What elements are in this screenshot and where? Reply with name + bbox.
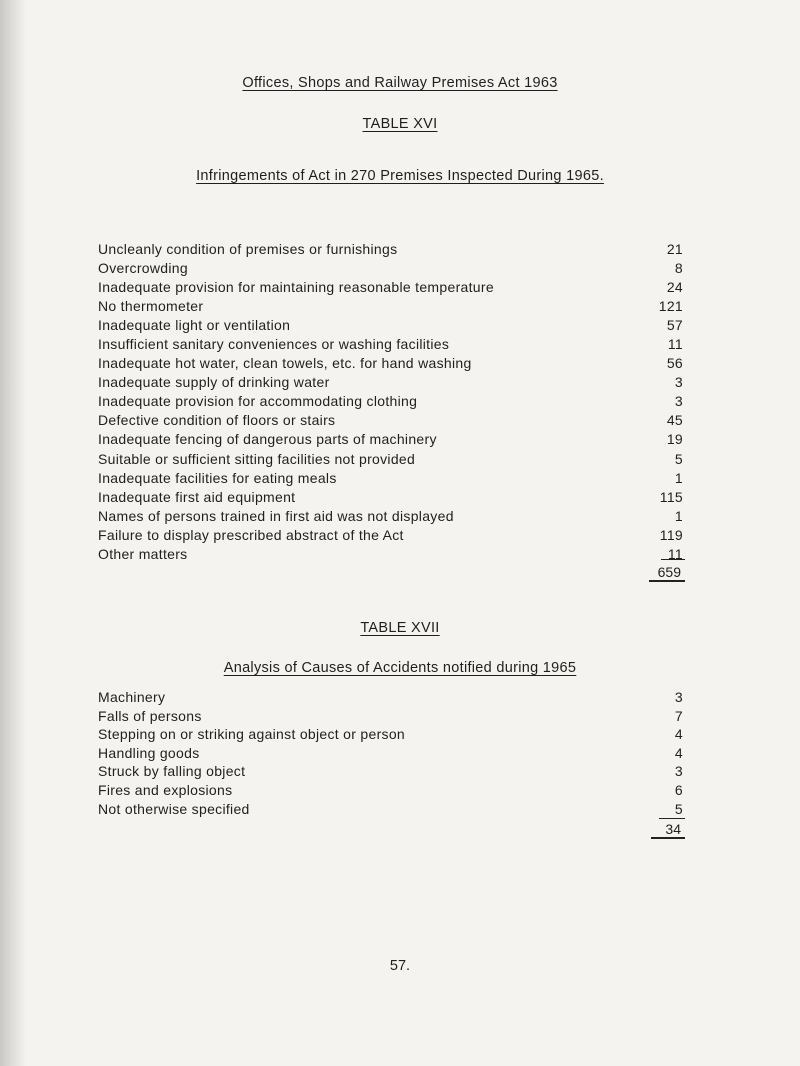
table-row	[98, 297, 683, 316]
table-row	[98, 688, 683, 707]
row-count: 121	[658, 298, 683, 315]
row-count: 1	[674, 507, 683, 524]
row-count: 8	[674, 260, 683, 277]
row-count: 24	[666, 279, 683, 296]
row-label: Machinery	[98, 689, 166, 705]
row-label: Uncleanly condition of premises or furnishings	[98, 241, 398, 257]
row-label: Names of persons trained in first aid was not displayed	[98, 507, 454, 524]
table-xvi	[98, 240, 683, 564]
row-count: 6	[674, 781, 683, 798]
table-row	[98, 469, 683, 488]
row-count: 5	[674, 450, 683, 467]
table-row	[98, 744, 683, 763]
row-count: 56	[666, 355, 683, 372]
table-row	[98, 725, 683, 744]
row-label: Not otherwise specified	[98, 800, 250, 817]
table-xvi-total	[645, 559, 685, 582]
table-row	[98, 707, 683, 726]
table-row	[98, 259, 683, 278]
row-count: 115	[659, 488, 683, 505]
table-row	[98, 800, 683, 819]
row-label: No thermometer	[98, 298, 204, 315]
table-xvii-label: TABLE XVII	[360, 620, 440, 636]
table-row	[98, 316, 683, 335]
row-count: 3	[674, 689, 683, 705]
total-rule	[661, 559, 685, 560]
row-label: Inadequate hot water, clean towels, etc. for hand washing	[98, 355, 472, 372]
table-row	[98, 545, 683, 564]
table-row	[98, 392, 683, 411]
row-count: 119	[659, 526, 683, 543]
table-xvi-label: TABLE XVI	[362, 116, 438, 132]
row-label: Inadequate first aid equipment	[98, 488, 296, 505]
table-row	[98, 411, 683, 430]
document-title: Offices, Shops and Railway Premises Act 1963	[242, 75, 558, 91]
table-row	[98, 335, 683, 354]
row-count: 21	[666, 241, 683, 257]
row-label: Stepping on or striking against object or person	[98, 726, 406, 743]
table-row	[98, 781, 683, 800]
row-count: 45	[666, 412, 683, 429]
table-row	[98, 430, 683, 449]
table-row	[98, 488, 683, 507]
row-count: 5	[674, 800, 683, 817]
row-label: Struck by falling object	[98, 763, 246, 780]
row-count: 57	[666, 317, 683, 334]
row-label: Fires and explosions	[98, 781, 233, 798]
row-label: Inadequate facilities for eating meals	[98, 469, 337, 486]
row-label: Suitable or sufficient sitting facilities not provided	[98, 450, 416, 467]
table-xvi-subtitle: Infringements of Act in 270 Premises Inspected During 1965.	[196, 168, 604, 184]
row-count: 19	[666, 431, 683, 448]
row-count: 1	[674, 469, 683, 486]
row-count: 4	[674, 726, 683, 743]
row-label: Inadequate fencing of dangerous parts of machinery	[98, 431, 437, 448]
row-label: Inadequate supply of drinking water	[98, 374, 330, 391]
table-xvii-total	[645, 818, 685, 839]
table-row	[98, 240, 683, 259]
row-label: Handling goods	[98, 744, 200, 761]
row-count: 4	[674, 744, 683, 761]
row-count: 11	[667, 545, 683, 562]
table-xvii-subtitle: Analysis of Causes of Accidents notified during 1965	[223, 660, 577, 676]
row-count: 3	[674, 393, 683, 410]
row-label: Other matters	[98, 545, 188, 562]
row-label: Inadequate provision for accommodating clothing	[98, 393, 418, 410]
row-label: Inadequate provision for maintaining reasonable temperature	[98, 279, 494, 296]
row-count: 3	[674, 374, 683, 391]
row-count: 3	[674, 763, 683, 780]
table-row	[98, 507, 683, 526]
table-xvii	[98, 688, 683, 818]
table-xvii-total-value: 34	[651, 821, 685, 839]
row-count: 11	[667, 336, 683, 353]
page-number: 57.	[389, 958, 411, 974]
table-row	[98, 762, 683, 781]
row-label: Defective condition of floors or stairs	[98, 412, 336, 429]
table-xvi-total-value: 659	[649, 564, 685, 582]
row-label: Falls of persons	[98, 707, 202, 724]
page-edge-shadow	[0, 0, 26, 1066]
table-row	[98, 373, 683, 392]
row-label: Overcrowding	[98, 260, 188, 277]
table-row	[98, 354, 683, 373]
total-rule	[659, 818, 685, 819]
table-row	[98, 278, 683, 297]
row-label: Failure to display prescribed abstract of the Act	[98, 526, 404, 543]
table-row	[98, 450, 683, 469]
table-row	[98, 526, 683, 545]
row-count: 7	[674, 707, 683, 724]
row-label: Insufficient sanitary conveniences or washing facilities	[98, 336, 450, 353]
row-label: Inadequate light or ventilation	[98, 317, 291, 334]
